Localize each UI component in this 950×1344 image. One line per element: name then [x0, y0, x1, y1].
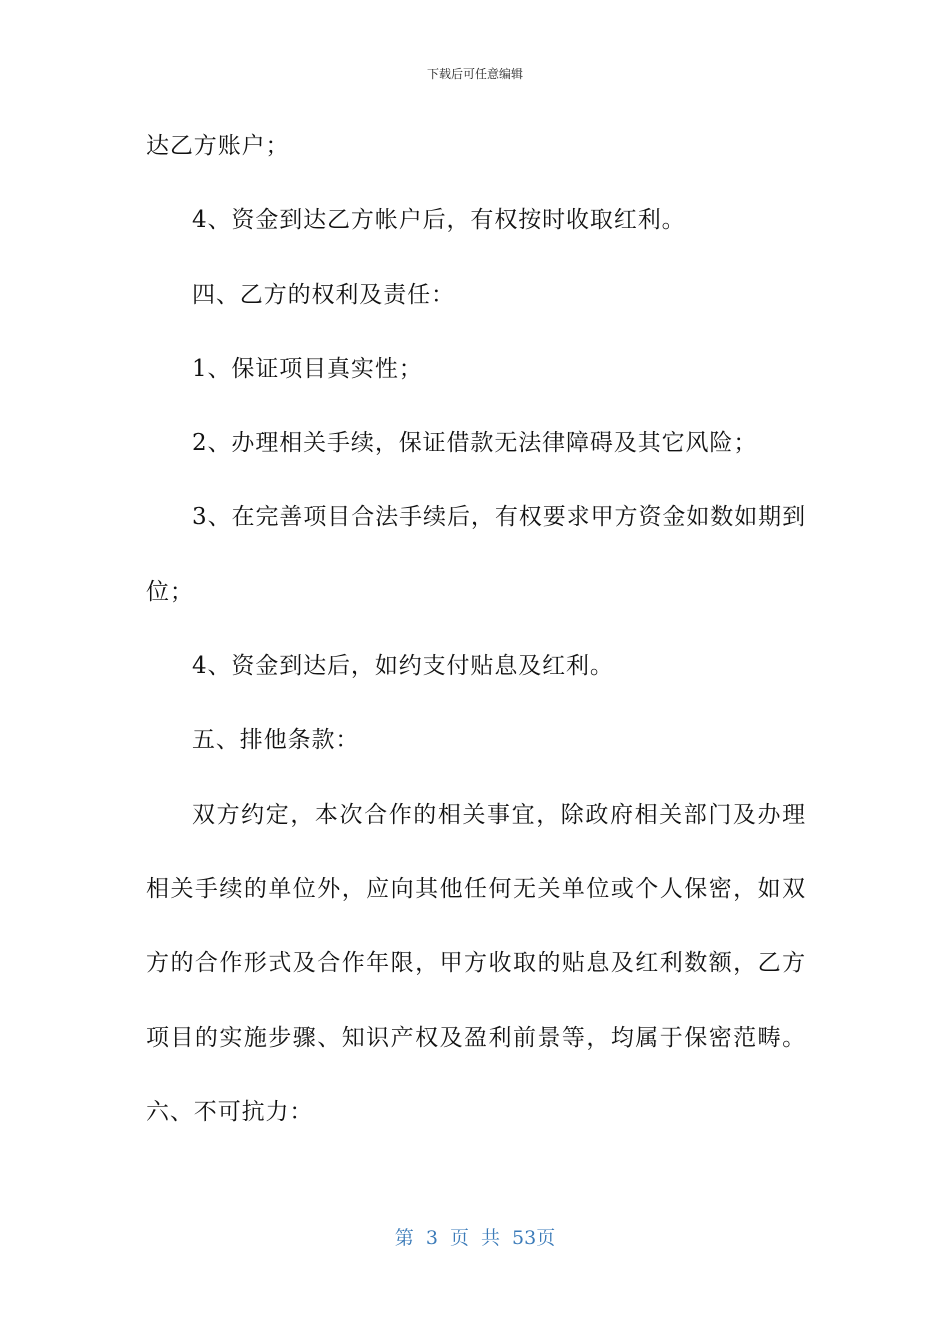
paragraph-line: 相关手续的单位外，应向其他任何无关单位或个人保密，如双 [146, 875, 806, 902]
page-number: 第 3 页 共 53页 [394, 1227, 556, 1249]
paragraph-line: 双方约定，本次合作的相关事宜，除政府相关部门及办理 [192, 801, 806, 828]
section-heading: 五、排他条款： [192, 727, 360, 754]
section-heading: 六、不可抗力： [146, 1098, 314, 1125]
paragraph-line: 3、在完善项目合法手续后，有权要求甲方资金如数如期到 [192, 504, 806, 531]
paragraph-line: 项目的实施步骤、知识产权及盈利前景等，均属于保密范畴。 [146, 1024, 806, 1051]
paragraph-line: 4、资金到达后，如约支付贴息及红利。 [192, 653, 614, 680]
paragraph-line: 位； [146, 578, 194, 605]
paragraph-line: 4、资金到达乙方帐户后，有权按时收取红利。 [192, 207, 686, 234]
document-body [146, 126, 806, 1166]
paragraph-line: 1、保证项目真实性； [192, 355, 423, 382]
page-header: 下载后可任意编辑 [426, 67, 523, 81]
paragraph-line: 方的合作形式及合作年限，甲方收取的贴息及红利数额，乙方 [146, 950, 806, 977]
paragraph-line: 2、办理相关手续，保证借款无法律障碍及其它风险； [192, 430, 758, 457]
section-heading: 四、乙方的权利及责任： [192, 281, 455, 308]
paragraph-line: 达乙方账户； [146, 133, 290, 159]
